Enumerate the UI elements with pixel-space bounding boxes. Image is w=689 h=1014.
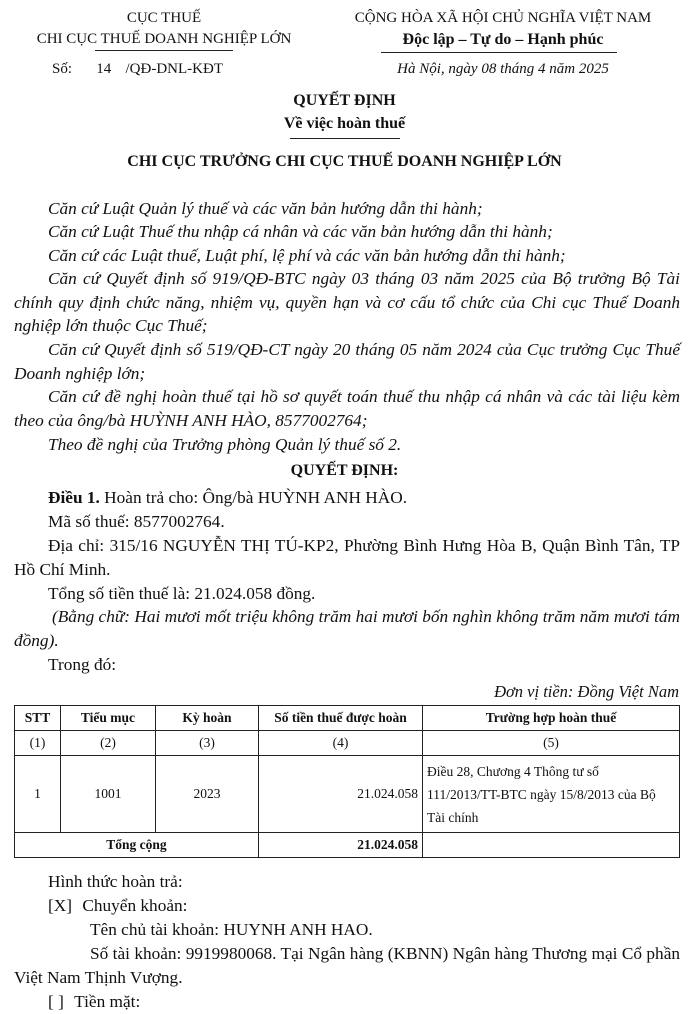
decision-heading: QUYẾT ĐỊNH:: [290, 462, 399, 479]
refund-method-label: Hình thức hoàn trả:: [48, 872, 183, 891]
basis-7: Theo đề nghị của Trưởng phòng Quản lý thuế số 2.: [48, 435, 402, 454]
amount-in-words: (Bằng chữ: Hai mươi mốt triệu không trăm hai mươi bốn nghìn không trăm năm mươi tám đồng).: [14, 607, 680, 650]
table-total-row: [15, 833, 680, 858]
address: Địa chỉ: 315/16 NGUYỄN THỊ TÚ-KP2, Phường Bình Hưng Hòa B, Quận Bình Tân, TP Hồ Chí Minh.: [14, 536, 680, 579]
sub-agency-name: CHI CỤC THUẾ DOANH NGHIỆP LỚN: [36, 31, 292, 47]
table-header-row: [15, 706, 680, 731]
cell-case: Điều 28, Chương 4 Thông tư số 111/2013/TT-BTC ngày 15/8/2013 của Bộ Tài chính: [423, 756, 680, 833]
basis-6: Căn cứ đề nghị hoàn thuế tại hồ sơ quyết toán thuế thu nhập cá nhân và các tài liệu kèm theo của ông/bà HUỲNH ANH HÀO, 8577002764;: [14, 387, 680, 430]
agency-name: CỤC THUẾ: [126, 10, 202, 26]
basis-4: Căn cứ Quyết định số 919/QĐ-BTC ngày 03 tháng 03 năm 2025 của Bộ trưởng Bộ Tài chính quy định chức năng, nhiệm vụ, quyền hạn và cơ cấu tổ chức của Chi cục Thuế Doanh nghiệp lớn thuộc Cục Thuế;: [14, 269, 680, 335]
national-motto: Độc lập – Tự do – Hạnh phúc: [402, 31, 604, 48]
article-1-label: Điều 1.: [48, 488, 100, 507]
table-row: [15, 756, 680, 833]
header-stt: STT: [15, 706, 61, 731]
currency-unit: Đơn vị tiền: Đồng Việt Nam: [494, 682, 679, 701]
header-period: Kỳ hoàn: [156, 706, 259, 731]
total-value: 21.024.058: [259, 833, 423, 858]
header-amount: Số tiền thuế được hoàn: [259, 706, 423, 731]
article-1-text: Hoàn trả cho: Ông/bà HUỲNH ANH HÀO.: [99, 488, 408, 507]
number-label: Số:: [52, 61, 73, 77]
total-label: Tổng cộng: [15, 833, 259, 858]
cash-label: Tiền mặt:: [74, 992, 141, 1011]
cell-amount: 21.024.058: [259, 756, 423, 833]
transfer-label: Chuyển khoản:: [82, 896, 188, 915]
document-subject: Về việc hoàn thuế: [283, 115, 406, 132]
basis-3: Căn cứ các Luật thuế, Luật phí, lệ phí và các văn bản hướng dẫn thi hành;: [48, 246, 566, 265]
refund-table: [14, 705, 680, 858]
basis-1: Căn cứ Luật Quản lý thuế và các văn bản hướng dẫn thi hành;: [48, 199, 483, 218]
including-label: Trong đó:: [48, 655, 117, 674]
sub-agency-underline: [95, 50, 233, 51]
cell-period: 2023: [156, 756, 259, 833]
article-1: [48, 486, 407, 510]
cash-option: [48, 990, 140, 1014]
number-suffix: /QĐ-DNL-KĐT: [125, 61, 223, 77]
total-amount: Tổng số tiền thuế là: 21.024.058 đồng.: [48, 584, 316, 603]
account-holder: Tên chủ tài khoản: HUYNH ANH HAO.: [90, 920, 373, 939]
document-title: QUYẾT ĐỊNH: [293, 92, 396, 109]
tax-code: Mã số thuế: 8577002764.: [48, 512, 225, 531]
basis-5: Căn cứ Quyết định số 519/QĐ-CT ngày 20 tháng 05 năm 2024 của Cục trưởng Cục Thuế Doanh nghiệp lớn;: [14, 340, 680, 383]
col-number-2: (2): [61, 731, 156, 756]
basis-2: Căn cứ Luật Thuế thu nhập cá nhân và các văn bản hướng dẫn thi hành;: [48, 222, 553, 241]
transfer-option: [48, 894, 187, 918]
transfer-checkbox: [X]: [48, 896, 72, 915]
cell-sub-item: 1001: [61, 756, 156, 833]
header-sub-item: Tiểu mục: [61, 706, 156, 731]
cash-checkbox: [ ]: [48, 992, 64, 1011]
document-number: [52, 61, 223, 78]
number-value: 14: [96, 61, 112, 77]
table-number-row: [15, 731, 680, 756]
country-name: CỘNG HÒA XÃ HỘI CHỦ NGHĨA VIỆT NAM: [354, 10, 652, 26]
col-number-1: (1): [15, 731, 61, 756]
col-number-4: (4): [259, 731, 423, 756]
subject-underline: [290, 138, 400, 139]
col-number-3: (3): [156, 731, 259, 756]
header-case: Trường hợp hoàn thuế: [423, 706, 680, 731]
total-empty-cell: [423, 833, 680, 858]
col-number-5: (5): [423, 731, 680, 756]
motto-underline: [381, 52, 617, 53]
account-info: Số tài khoản: 9919980068. Tại Ngân hàng (KBNN) Ngân hàng Thương mại Cổ phần Việt Nam Thịnh Vượng.: [14, 944, 680, 987]
cell-stt: 1: [15, 756, 61, 833]
issue-date: Hà Nội, ngày 08 tháng 4 năm 2025: [397, 61, 609, 77]
issuer-title: CHI CỤC TRƯỞNG CHI CỤC THUẾ DOANH NGHIỆP LỚN: [127, 153, 562, 170]
